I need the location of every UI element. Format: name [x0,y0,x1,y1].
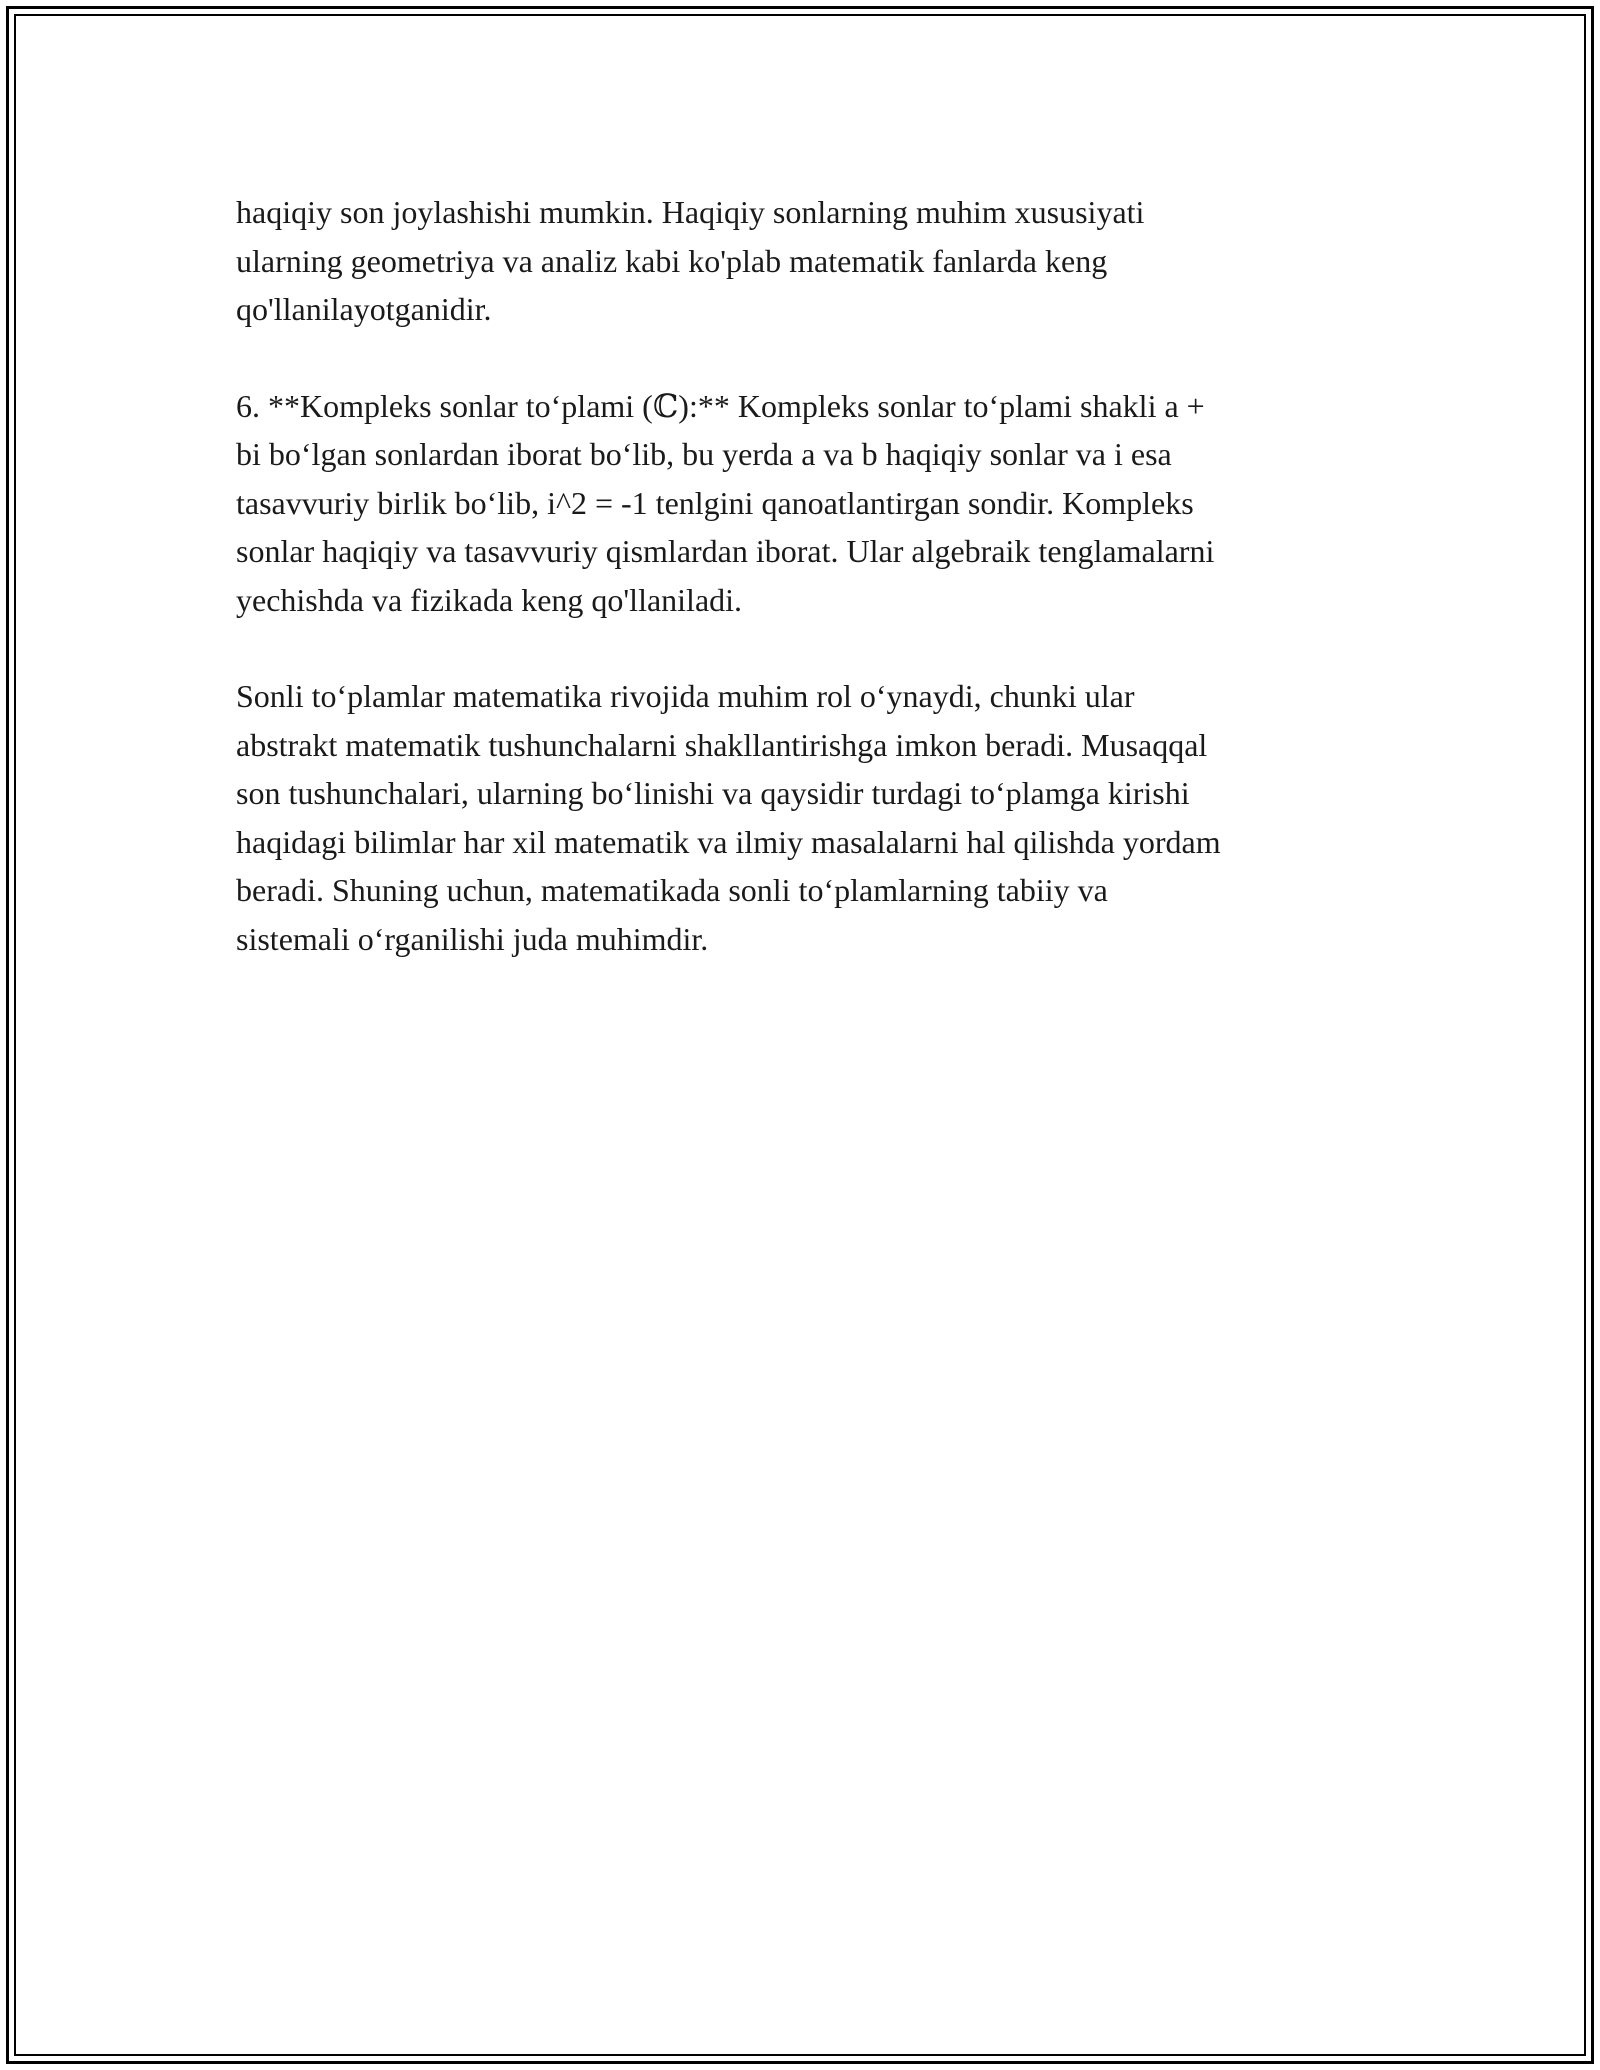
document-body [236,188,1386,1011]
paragraph-real-numbers-end [236,188,1386,334]
text-line: 6. **Kompleks sonlar to‘plami (ℂ):** Kompleks sonlar to‘plami shakli a + [236,387,1205,424]
text-line: yechishda va fizikada keng qo'llaniladi. [236,581,743,618]
text-line: abstrakt matematik tushunchalarni shakllantirishga imkon beradi. Musaqqal [236,726,1208,763]
text-line: haqiqiy son joylashishi mumkin. Haqiqiy sonlarning muhim xususiyati [236,194,1145,230]
text-line: son tushunchalari, ularning bo‘linishi va qaysidir turdagi to‘plamga kirishi [236,775,1190,811]
paragraph-conclusion [236,672,1386,963]
text-line: tasavvuriy birlik bo‘lib, i^2 = -1 tenlgini qanoatlantirgan sondir. Kompleks [236,484,1194,521]
text-line: bi bo‘lgan sonlardan iborat bo‘lib, bu yerda a va b haqiqiy sonlar va i esa [236,436,1172,472]
text-line: beradi. Shuning uchun, matematikada sonli to‘plamlarning tabiiy va [236,872,1108,908]
text-line: sistemali o‘rganilishi juda muhimdir. [236,920,709,957]
text-line: qo'llanilayotganidir. [236,291,492,327]
text-line: haqidagi bilimlar har xil matematik va ilmiy masalalarni hal qilishda yordam [236,823,1221,860]
paragraph-complex-numbers [236,382,1386,625]
text-line: ularning geometriya va analiz kabi ko'plab matematik fanlarda keng [236,242,1108,279]
text-line: sonlar haqiqiy va tasavvuriy qismlardan iborat. Ular algebraik tenglamalarni [236,533,1215,569]
text-line: Sonli to‘plamlar matematika rivojida muhim rol o‘ynaydi, chunki ular [236,678,1135,714]
